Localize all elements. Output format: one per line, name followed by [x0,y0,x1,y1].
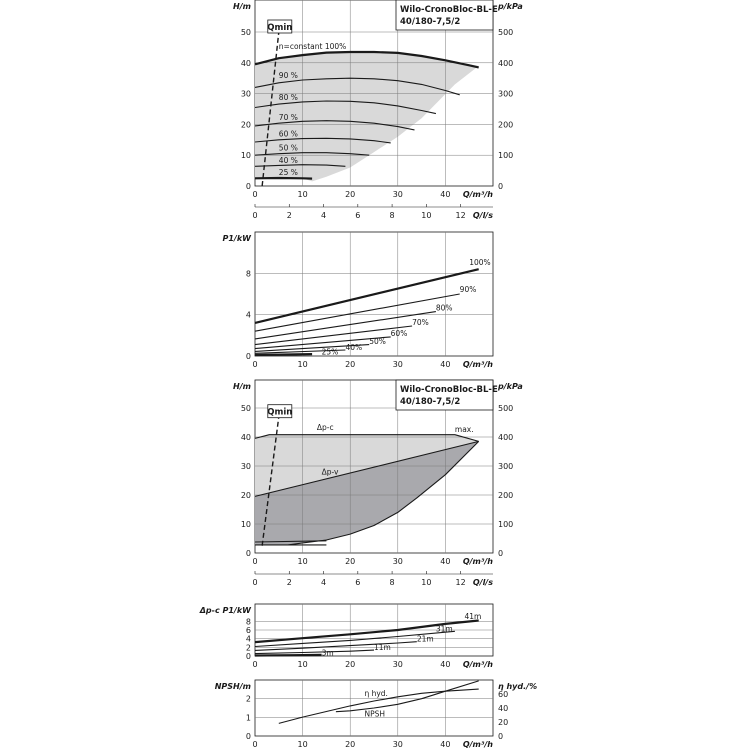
y-tick-label: 0 [245,652,251,661]
model-name: Wilo-CronoBloc-BL-E [400,385,498,395]
series-label-2: 80% [435,303,453,313]
y2-tick-label: 400 [498,433,514,442]
x-axis-label: Q/m³/h [462,660,493,669]
x-tick-label: 20 [345,660,356,669]
max-label: max. [454,424,474,434]
series-label-1: 31m [435,624,453,634]
y-axis-label: NPSH/m [214,682,251,691]
x-tick-label: 40 [440,660,451,669]
x-tick-label: 10 [297,190,308,199]
series-label-1: 90% [459,284,477,294]
y-tick-label: 2 [245,643,251,653]
model-size: 40/180-7,5/2 [400,17,461,27]
y2-tick-label: 300 [498,462,514,471]
y2-tick-label: 500 [498,404,514,413]
x2-tick-label: 12 [455,578,466,587]
series-label-6: 40 % [278,155,298,165]
x-tick-label: 20 [345,557,356,566]
y2-tick-label: 0 [498,549,504,558]
series-label-4: 60% [390,328,408,338]
y2-tick-label: 0 [498,732,504,741]
series-label-3: 70 % [278,112,298,122]
x-tick-label: 0 [252,557,258,566]
series-line-4 [255,655,322,656]
x2-tick-label: 4 [320,578,327,587]
series-label-3: 70% [412,318,429,327]
y-tick-label: 50 [240,28,251,37]
x-tick-label: 20 [345,190,356,199]
x-axis-label: Q/m³/h [462,740,493,749]
x-axis-label: Q/m³/h [462,557,493,566]
series-label-7: 25 % [278,168,298,178]
y-tick-label: 4 [245,310,251,320]
x2-tick-label: 4 [320,211,327,220]
x2-axis-label: Q/l/s [472,578,493,587]
series-label-4: 60 % [278,129,298,139]
x-tick-label: 40 [440,360,451,369]
model-name: Wilo-CronoBloc-BL-E [400,5,498,15]
y-tick-label: 1 [245,713,251,723]
y2-tick-label: 40 [498,704,509,713]
y-tick-label: 50 [240,404,251,413]
y-axis-label: P1/kW [222,234,251,243]
y2-tick-label: 100 [498,520,514,529]
x-tick-label: 0 [252,740,258,749]
x-tick-label: 10 [297,557,308,566]
x2-tick-label: 0 [252,578,258,587]
series-line-7 [255,178,312,179]
y2-tick-label: 20 [498,718,509,727]
x-tick-label: 10 [297,740,308,749]
y-tick-label: 40 [240,58,251,68]
x-tick-label: 10 [297,660,308,669]
x-tick-label: 30 [392,360,403,369]
series-line-7 [255,354,312,355]
series-label-0: 41m [464,612,482,622]
series-label-1: 90 % [278,71,298,81]
y-tick-label: 30 [240,89,251,99]
x-tick-label: 10 [297,360,308,369]
x2-tick-label: 2 [286,211,292,220]
series-label-0: 100% [469,258,491,268]
dp-c-label: Δp-c [316,422,334,432]
series-label-1: η hyd. [364,689,388,699]
y-tick-label: 0 [245,182,251,191]
x-tick-label: 0 [252,660,258,669]
x-tick-label: 20 [345,360,356,369]
series-label-3: 11m [374,642,391,652]
x-tick-label: 20 [345,740,356,749]
series-label-6: 40% [345,342,363,352]
x-tick-label: 40 [440,557,451,566]
y2-tick-label: 60 [498,690,509,699]
x-axis-label: Q/m³/h [462,360,493,369]
x-tick-label: 0 [252,190,258,199]
x2-tick-label: 2 [286,578,292,587]
x-tick-label: 30 [392,740,403,749]
y2-tick-label: 0 [498,182,504,191]
series-label-0: n=constant 100% [278,41,347,51]
y-tick-label: 0 [245,549,251,558]
qmin-label: Qmin [267,407,293,418]
y-tick-label: 40 [240,433,251,442]
x2-tick-label: 8 [389,578,395,587]
y-tick-label: 0 [245,352,251,361]
x-tick-label: 0 [252,360,258,369]
x2-tick-label: 12 [455,211,466,220]
series-label-4: 3m [321,648,334,658]
series-line-2 [255,642,417,651]
x-tick-label: 40 [440,190,451,199]
series-label-2: 80 % [278,92,298,102]
y2-tick-label: 300 [498,89,514,99]
x2-tick-label: 10 [421,578,432,587]
y2-tick-label: 200 [498,491,514,500]
y-tick-label: 30 [240,462,251,471]
x2-tick-label: 0 [252,211,258,220]
x-tick-label: 30 [392,557,403,566]
head-curves-chart [233,0,523,220]
y-tick-label: 4 [245,634,251,644]
qmin-label: Qmin [267,23,293,33]
y-tick-label: 10 [240,520,251,529]
x2-tick-label: 6 [355,211,361,220]
y-tick-label: 0 [245,732,251,741]
y-axis-label: H/m [233,382,251,391]
y-tick-label: 8 [245,269,251,279]
series-label-0: NPSH [364,709,386,719]
y2-axis-label: η hyd./% [498,682,538,691]
y-tick-label: 10 [240,151,251,161]
y2-tick-label: 500 [498,28,514,37]
y2-tick-label: 100 [498,151,514,161]
y2-axis-label: p/kPa [498,2,523,11]
series-label-7: 25% [321,347,339,357]
x-tick-label: 30 [392,660,403,669]
x2-tick-label: 8 [389,211,395,220]
y2-tick-label: 400 [498,58,514,68]
control-modes-chart [233,380,523,587]
y-tick-label: 6 [245,626,251,635]
series-label-2: 21m [416,634,434,644]
x-tick-label: 30 [392,190,403,199]
y-tick-label: 8 [245,617,251,627]
y-tick-label: 20 [240,120,251,130]
x-axis-label: Q/m³/h [462,190,493,199]
y-axis-label: H/m [233,2,251,11]
series-label-5: 50 % [278,143,298,153]
x2-tick-label: 10 [421,211,432,220]
y2-tick-label: 200 [498,120,514,130]
y-tick-label: 2 [245,694,251,704]
x-tick-label: 40 [440,740,451,749]
x2-tick-label: 6 [355,578,361,587]
model-size: 40/180-7,5/2 [400,397,461,407]
y2-axis-label: p/kPa [498,382,523,391]
y-tick-label: 20 [240,491,251,500]
x2-axis-label: Q/l/s [472,211,493,220]
y-axis-label: Δp-c P1/kW [199,606,251,615]
dp-v-label: Δp-v [321,467,339,477]
dpc-power-chart [199,604,494,669]
series-line-3 [255,650,374,654]
series-line-0 [336,681,479,712]
series-label-5: 50% [369,337,386,347]
